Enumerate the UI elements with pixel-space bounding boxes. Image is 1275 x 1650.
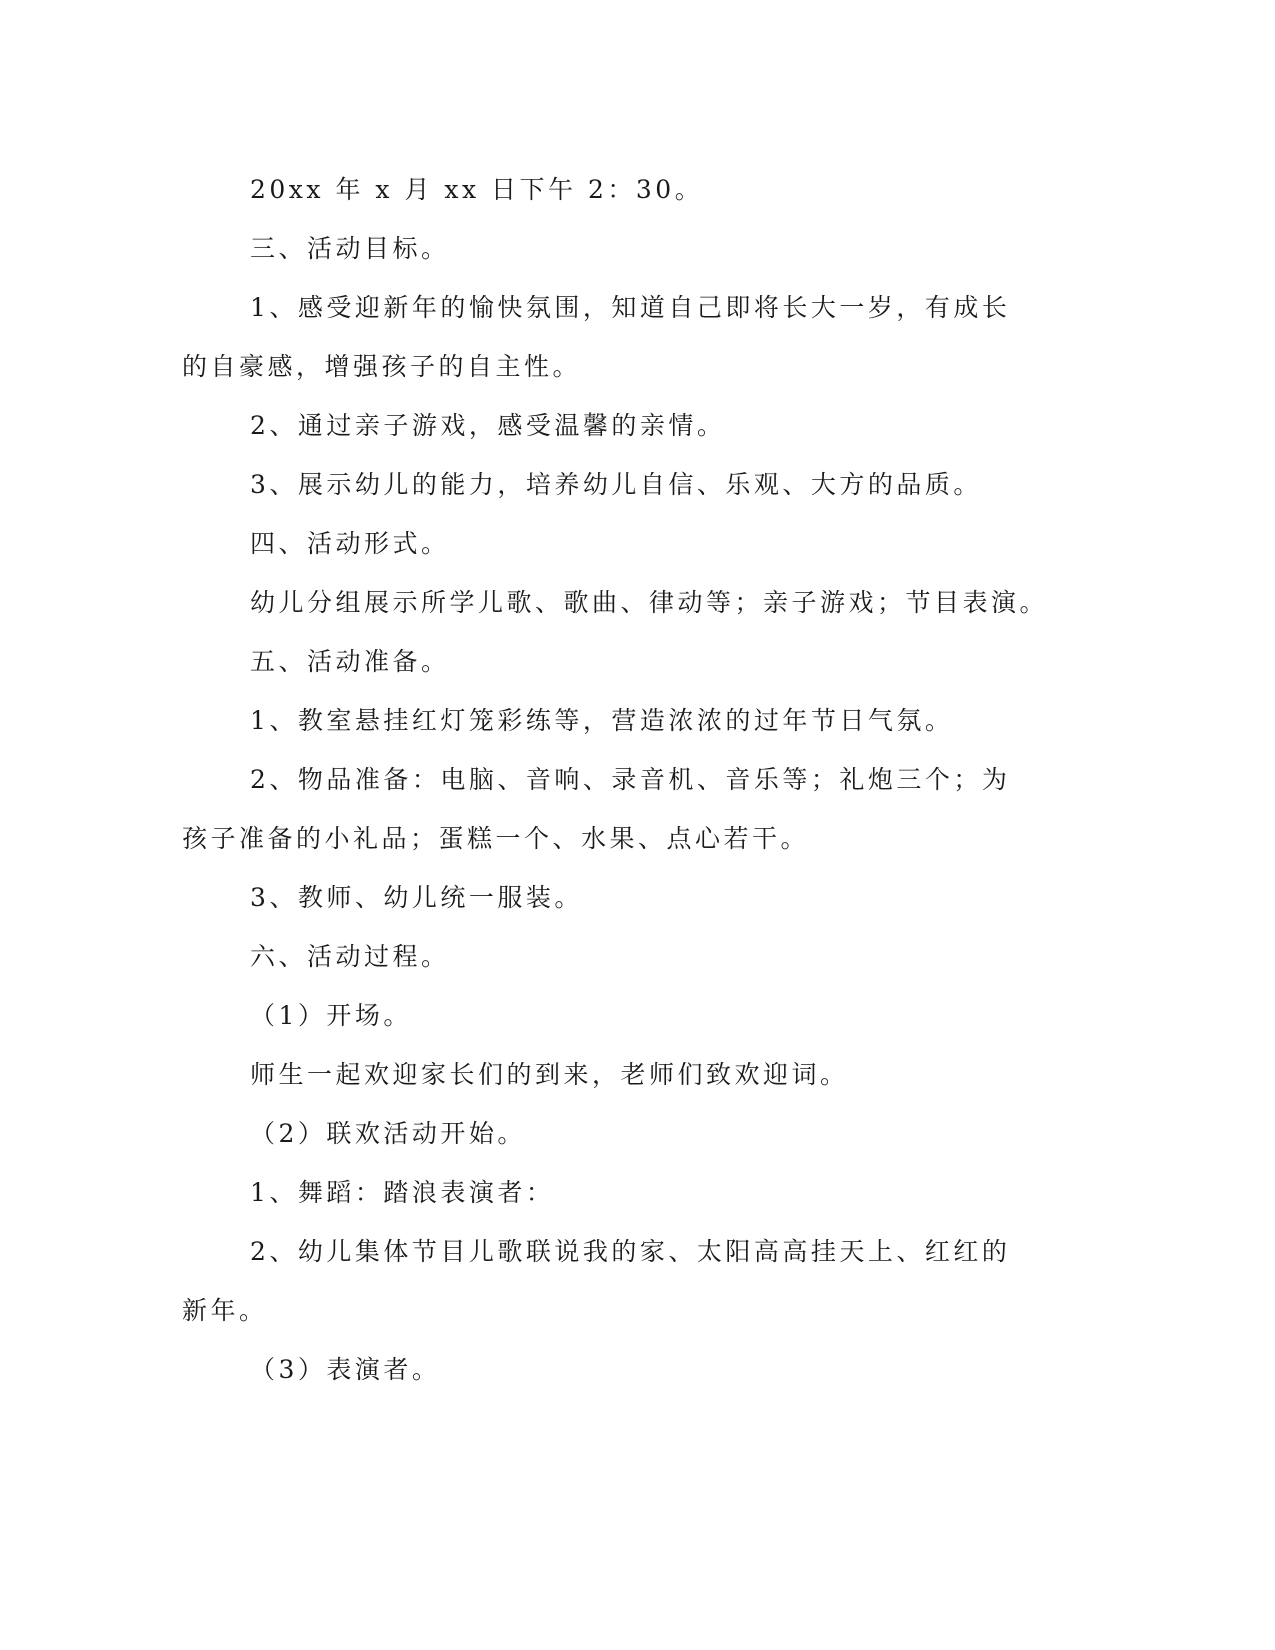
paragraph-activity-form: 幼儿分组展示所学儿歌、歌曲、律动等；亲子游戏；节目表演。 [250, 588, 1049, 617]
subheading-opening: （1）开场。 [250, 1001, 412, 1030]
paragraph-goal-2: 2、通过亲子游戏，感受温馨的亲情。 [250, 411, 726, 440]
heading-activity-goals: 三、活动目标。 [250, 234, 450, 263]
paragraph-date: 20xx 年 x 月 xx 日下午 2：30。 [250, 175, 704, 204]
paragraph-program-1: 1、舞蹈：踏浪表演者： [250, 1178, 555, 1207]
paragraph-prep-2: 2、物品准备：电脑、音响、录音机、音乐等；礼炮三个；为孩子准备的小礼品；蛋糕一个、水果、点心若干。 [182, 765, 1011, 853]
paragraph-prep-1: 1、教室悬挂红灯笼彩练等，营造浓浓的过年节日气氛。 [250, 706, 954, 735]
paragraph-goal-3: 3、展示幼儿的能力，培养幼儿自信、乐观、大方的品质。 [250, 470, 982, 499]
paragraph-program-2: 2、幼儿集体节目儿歌联说我的家、太阳高高挂天上、红红的新年。 [182, 1237, 1011, 1325]
subheading-party-start: （2）联欢活动开始。 [250, 1119, 526, 1148]
paragraph-prep-3: 3、教师、幼儿统一服装。 [250, 883, 583, 912]
paragraph-goal-1: 1、感受迎新年的愉快氛围，知道自己即将长大一岁，有成长的自豪感，增强孩子的自主性。 [182, 293, 1011, 381]
paragraph-opening: 师生一起欢迎家长们的到来，老师们致欢迎词。 [250, 1060, 849, 1089]
heading-activity-form: 四、活动形式。 [250, 529, 450, 558]
heading-activity-process: 六、活动过程。 [250, 942, 450, 971]
document-body [182, 160, 1049, 1399]
heading-activity-prep: 五、活动准备。 [250, 647, 450, 676]
subheading-performers: （3）表演者。 [250, 1355, 441, 1384]
